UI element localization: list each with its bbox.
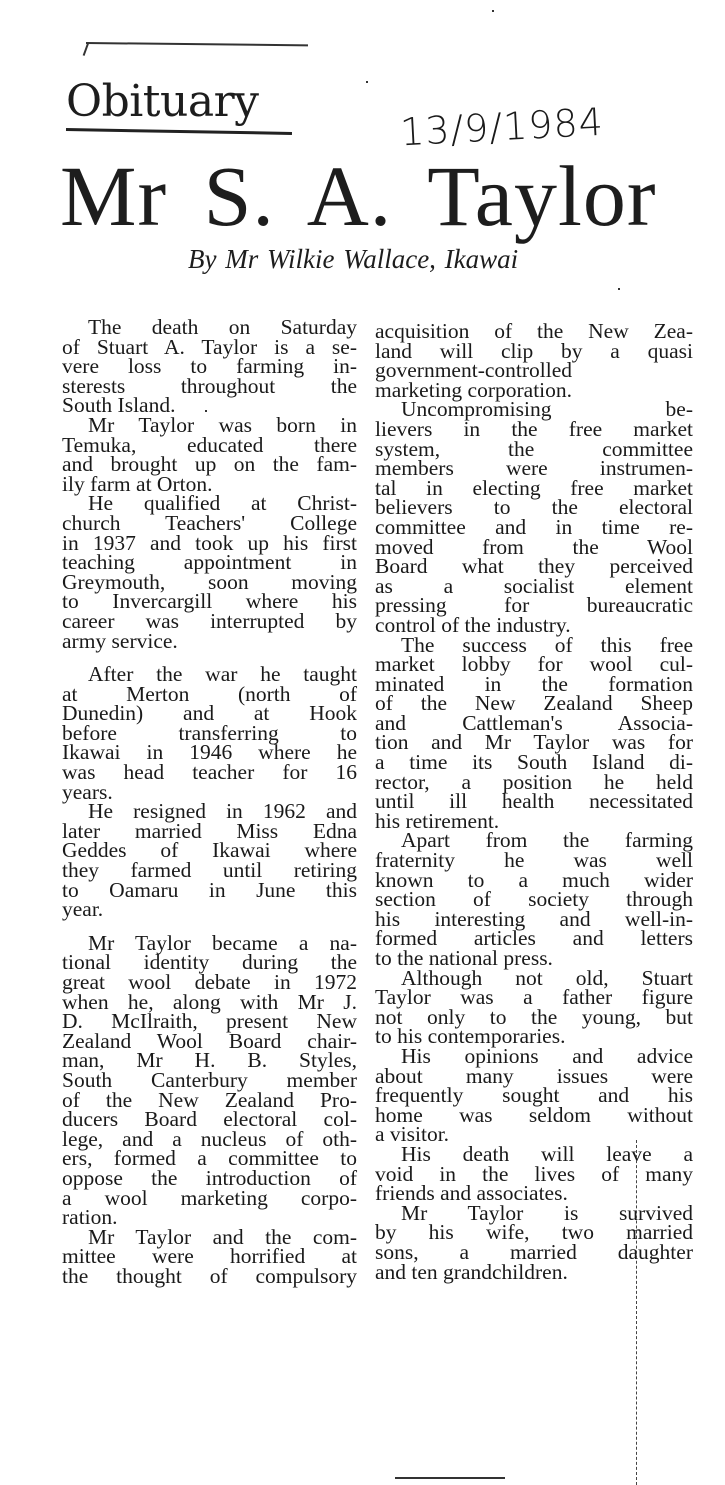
print-speck xyxy=(366,81,368,83)
article-line: teaching appointment in xyxy=(62,550,357,575)
article-line: Mr Taylor and the com- xyxy=(88,1224,357,1249)
article-line: Board what they perceived xyxy=(375,554,693,579)
article-line: ers, formed a committee to xyxy=(62,1146,357,1171)
article-line: acquisition of the New Zea- xyxy=(375,319,693,343)
article-line: committee and in time re- xyxy=(375,514,693,539)
article-line: ration. xyxy=(62,1205,118,1230)
headline: Mr S. A. Taylor xyxy=(60,148,657,244)
article-line: Mr Taylor was born in xyxy=(88,412,357,437)
article-line: land will clip by a quasi xyxy=(375,338,693,363)
article-line: his retirement. xyxy=(375,808,500,833)
article-line: career was interrupted by xyxy=(62,608,357,633)
article-line: Apart from the farming xyxy=(401,828,693,853)
article-line: tal in electing free market xyxy=(375,475,693,500)
article-line: His death will leave a xyxy=(401,1141,693,1166)
article-column-left xyxy=(62,315,357,1288)
kicker-underline xyxy=(66,128,292,135)
article-line: He resigned in 1962 and xyxy=(88,799,357,824)
article-line: Mr Taylor is survived xyxy=(401,1200,693,1225)
article-line: to the national press. xyxy=(375,946,553,970)
article-line: pressing for bureaucratic xyxy=(375,593,693,618)
article-line: in 1937 and took up his first xyxy=(62,530,357,555)
article-line: The success of this free xyxy=(401,632,693,657)
article-line: not only to the young, but xyxy=(375,1004,693,1029)
cut-line xyxy=(636,1140,637,1485)
article-line: members were instrumen- xyxy=(375,456,693,481)
article-line: tional identity during the xyxy=(62,950,357,975)
article-line: Although not old, Stuart xyxy=(401,965,693,990)
article-line: rector, a position he held xyxy=(375,769,693,794)
print-speck xyxy=(205,410,207,412)
top-rule xyxy=(86,42,308,46)
article-line: later married Miss Edna xyxy=(62,818,357,843)
article-line: market lobby for wool cul- xyxy=(375,652,693,677)
article-line: After the war he taught xyxy=(88,662,357,687)
article-line: tion and Mr Taylor was for xyxy=(375,730,693,755)
article-line: moved from the Wool xyxy=(375,534,693,559)
article-line: and Cattleman's Associa- xyxy=(375,710,693,735)
article-line: was head teacher for 16 xyxy=(62,760,357,785)
article-line: his interesting and well-in- xyxy=(375,906,693,931)
article-line: a visitor. xyxy=(375,1122,450,1147)
article-line: His opinions and advice xyxy=(401,1043,693,1068)
article-line: army service. xyxy=(62,628,178,653)
article-line: Ikawai in 1946 where he xyxy=(62,740,357,765)
bottom-rule xyxy=(395,1477,505,1479)
article-line: South Island. xyxy=(62,393,176,418)
article-column-right xyxy=(375,319,693,1284)
article-line: to his contemporaries. xyxy=(375,1024,566,1049)
article-line: and ten grandchildren. xyxy=(375,1259,568,1284)
article-line: church Teachers' College xyxy=(62,510,357,535)
cut-mark xyxy=(83,42,90,56)
byline: By Mr Wilkie Wallace, Ikawai xyxy=(188,244,519,274)
article-line: they farmed until retiring xyxy=(62,858,357,883)
article-line: and brought up on the fam- xyxy=(62,452,357,477)
article-line: man, Mr H. B. Styles, xyxy=(62,1048,357,1073)
article-line: before transferring to xyxy=(62,720,357,745)
article-line: South Canterbury member xyxy=(62,1067,357,1092)
article-line: of Stuart A. Taylor is a se- xyxy=(62,334,357,359)
article-line: of the New Zealand Sheep xyxy=(375,691,693,716)
article-line: until ill health necessitated xyxy=(375,789,693,814)
article-line: marketing corporation. xyxy=(375,377,573,402)
article-line: as a socialist element xyxy=(375,573,693,598)
article-line: believers to the electoral xyxy=(375,495,693,520)
article-line: of the New Zealand Pro- xyxy=(62,1087,357,1112)
article-line: sterests throughout the xyxy=(62,373,357,398)
section-kicker: Obituary xyxy=(66,76,259,127)
article-line: vere loss to farming in- xyxy=(62,354,357,379)
article-line: when he, along with Mr J. xyxy=(62,989,357,1014)
article-line: Temuka, educated there xyxy=(62,432,357,457)
article-line: great wool debate in 1972 xyxy=(62,970,357,994)
article-line: by his wife, two married xyxy=(375,1220,693,1245)
article-line: The death on Saturday xyxy=(88,315,357,339)
article-line: the thought of compulsory xyxy=(62,1263,357,1288)
article-line: fraternity he was well xyxy=(375,848,693,873)
article-line: known to a much wider xyxy=(375,867,693,892)
article-line: Zealand Wool Board chair- xyxy=(62,1028,357,1053)
article-line: year. xyxy=(62,897,104,922)
article-line: ily farm at Orton. xyxy=(62,471,213,496)
article-line: section of society through xyxy=(375,887,693,912)
article-line: minated in the formation xyxy=(375,671,693,696)
article-line: mittee were horrified at xyxy=(62,1244,357,1269)
article-line: system, the committee xyxy=(375,436,693,461)
article-line: frequently sought and his xyxy=(375,1083,693,1108)
article-line: about many issues were xyxy=(375,1063,693,1088)
article-line: a wool marketing corpo- xyxy=(62,1185,357,1210)
article-line: oppose the introduction of xyxy=(62,1165,357,1190)
article-line: Dunedin) and at Hook xyxy=(62,701,357,726)
article-line: lievers in the free market xyxy=(375,416,693,441)
article-line: at Merton (north of xyxy=(62,681,357,706)
article-line: Uncompromising be- xyxy=(401,397,693,422)
print-speck xyxy=(618,288,620,290)
article-line: government-controlled xyxy=(375,358,573,383)
article-line: void in the lives of many xyxy=(375,1161,693,1186)
article-line: to Oamaru in June this xyxy=(62,877,357,902)
article-line: Taylor was a father figure xyxy=(375,985,693,1010)
article-line: formed articles and letters xyxy=(375,926,693,951)
article-line: lege, and a nucleus of oth- xyxy=(62,1126,357,1151)
print-speck xyxy=(492,10,494,12)
article-line: D. McIlraith, present New xyxy=(62,1009,357,1034)
article-line: ducers Board electoral col- xyxy=(62,1107,357,1132)
article-line: to Invercargill where his xyxy=(62,589,357,614)
article-line: He qualified at Christ- xyxy=(88,491,357,516)
article-line: control of the industry. xyxy=(375,612,571,637)
article-line: Greymouth, soon moving xyxy=(62,569,357,594)
handwritten-date: 13/9/1984 xyxy=(398,99,605,155)
article-line: Geddes of Ikawai where xyxy=(62,838,357,863)
article-line: a time its South Island di- xyxy=(375,750,693,775)
article-line: sons, a married daughter xyxy=(375,1239,693,1264)
article-line: Mr Taylor became a na- xyxy=(88,930,357,955)
article-line: home was seldom without xyxy=(375,1102,693,1127)
article-line: friends and associates. xyxy=(375,1181,568,1206)
article-line: years. xyxy=(62,779,113,804)
